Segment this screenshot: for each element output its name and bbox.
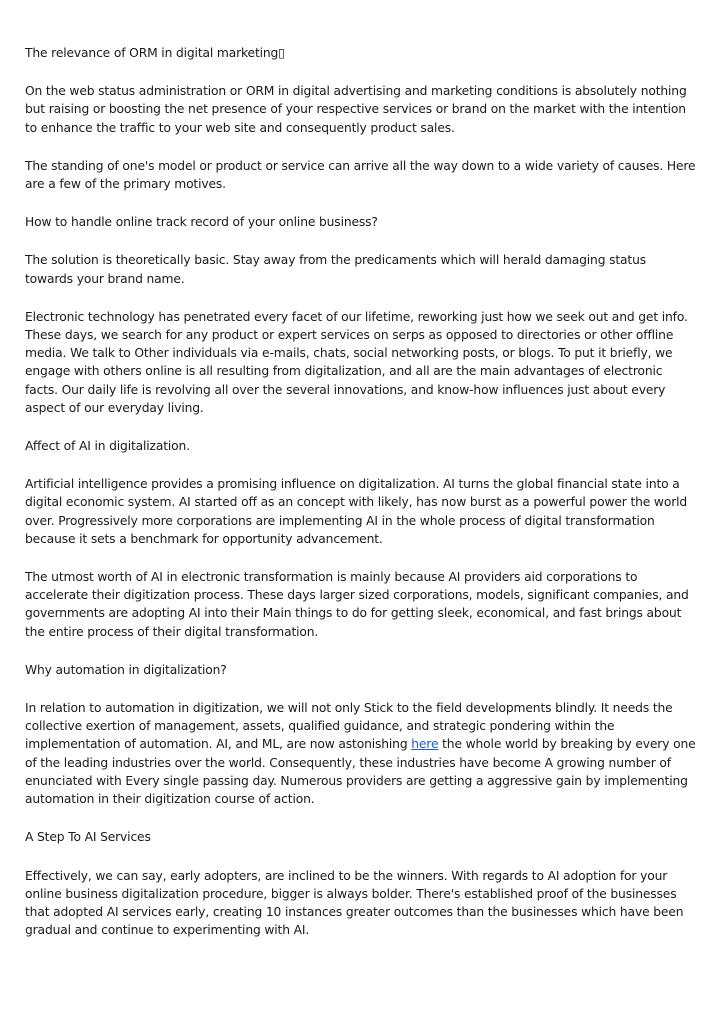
paragraph-how-to-handle: How to handle online track record of your online business? xyxy=(25,215,378,230)
paragraph-orm-title: The relevance of ORM in digital marketing▯ xyxy=(25,46,285,60)
paragraph-automation-details xyxy=(25,699,697,808)
paragraph-electronic-technology: Electronic technology has penetrated every facet of our lifetime, reworking just how we seek out and get info. These days, we search for any product or expert services on serps as opposed to directories or other offline media. We talk to Other individuals via e-mails, chats, social networking posts, or blogs. To put it briefly, we engage with others online is all resulting from digitalization, and all are the main advantages of electronic facts. Our daily life is revolving all over the several innovations, and know-how influences just about every aspect of our everyday living. xyxy=(25,309,688,415)
here-link[interactable]: here xyxy=(411,737,439,752)
paragraph-solution: The solution is theoretically basic. Stay away from the predicaments which will herald damaging status towards your brand name. xyxy=(25,253,646,286)
paragraph-early-adopters: Effectively, we can say, early adopters, are inclined to be the winners. With regards to AI adoption for your online business digitalization procedure, bigger is always bolder. There's established proof of the businesses that adopted AI services early, creating 10 instances greater outcomes than the businesses which have been gradual and continue to experimenting with AI. xyxy=(25,868,684,938)
paragraph-standing: The standing of one's model or product or service can arrive all the way down to a wide variety of causes. Here are a few of the primary motives. xyxy=(25,158,696,192)
paragraph-affect-of-ai: Affect of AI in digitalization. xyxy=(25,439,190,454)
paragraph-utmost-worth: The utmost worth of AI in electronic transformation is mainly because AI providers aid corporations to accelerate their digitization process. These days larger sized corporations, models, significant companies, and governments are adopting AI into their Main things to do for getting sleek, economical, and fast brings about the entire process of their digital transformation. xyxy=(25,570,689,639)
text-after-link: the whole world by breaking by every one of the leading industries over the world. Consequently, these industries have become A growing number of enunciated with Every single passing day. Numerous providers are getting a aggressive gain by implementing automation in their digitization course of action. xyxy=(25,737,696,807)
paragraph-orm-definition: On the web status administration or ORM in digital advertising and marketing conditions is absolutely nothing but raising or boosting the net presence of your respective services or brand on the market with the intention to enhance the traffic to your web site and consequently product sales. xyxy=(25,84,687,135)
document-body xyxy=(25,44,697,959)
paragraph-step-to-ai: A Step To AI Services xyxy=(25,830,151,845)
paragraph-why-automation: Why automation in digitalization? xyxy=(25,662,227,677)
paragraph-artificial-intelligence: Artificial intelligence provides a promising influence on digitalization. AI turns the global financial state into a digital economic system. AI started off as an concept with likely, has now burst as a powerful power the world over. Progressively more corporations are implementing AI in the whole process of digital transformation because it sets a benchmark for opportunity advancement. xyxy=(25,477,688,546)
text-before-link: In relation to automation in digitization, we will not only Stick to the field developments blindly. It needs the collective exertion of management, assets, qualified guidance, and strategic pondering within the implementation of automation. AI, and ML, are now astonishing xyxy=(25,701,673,752)
